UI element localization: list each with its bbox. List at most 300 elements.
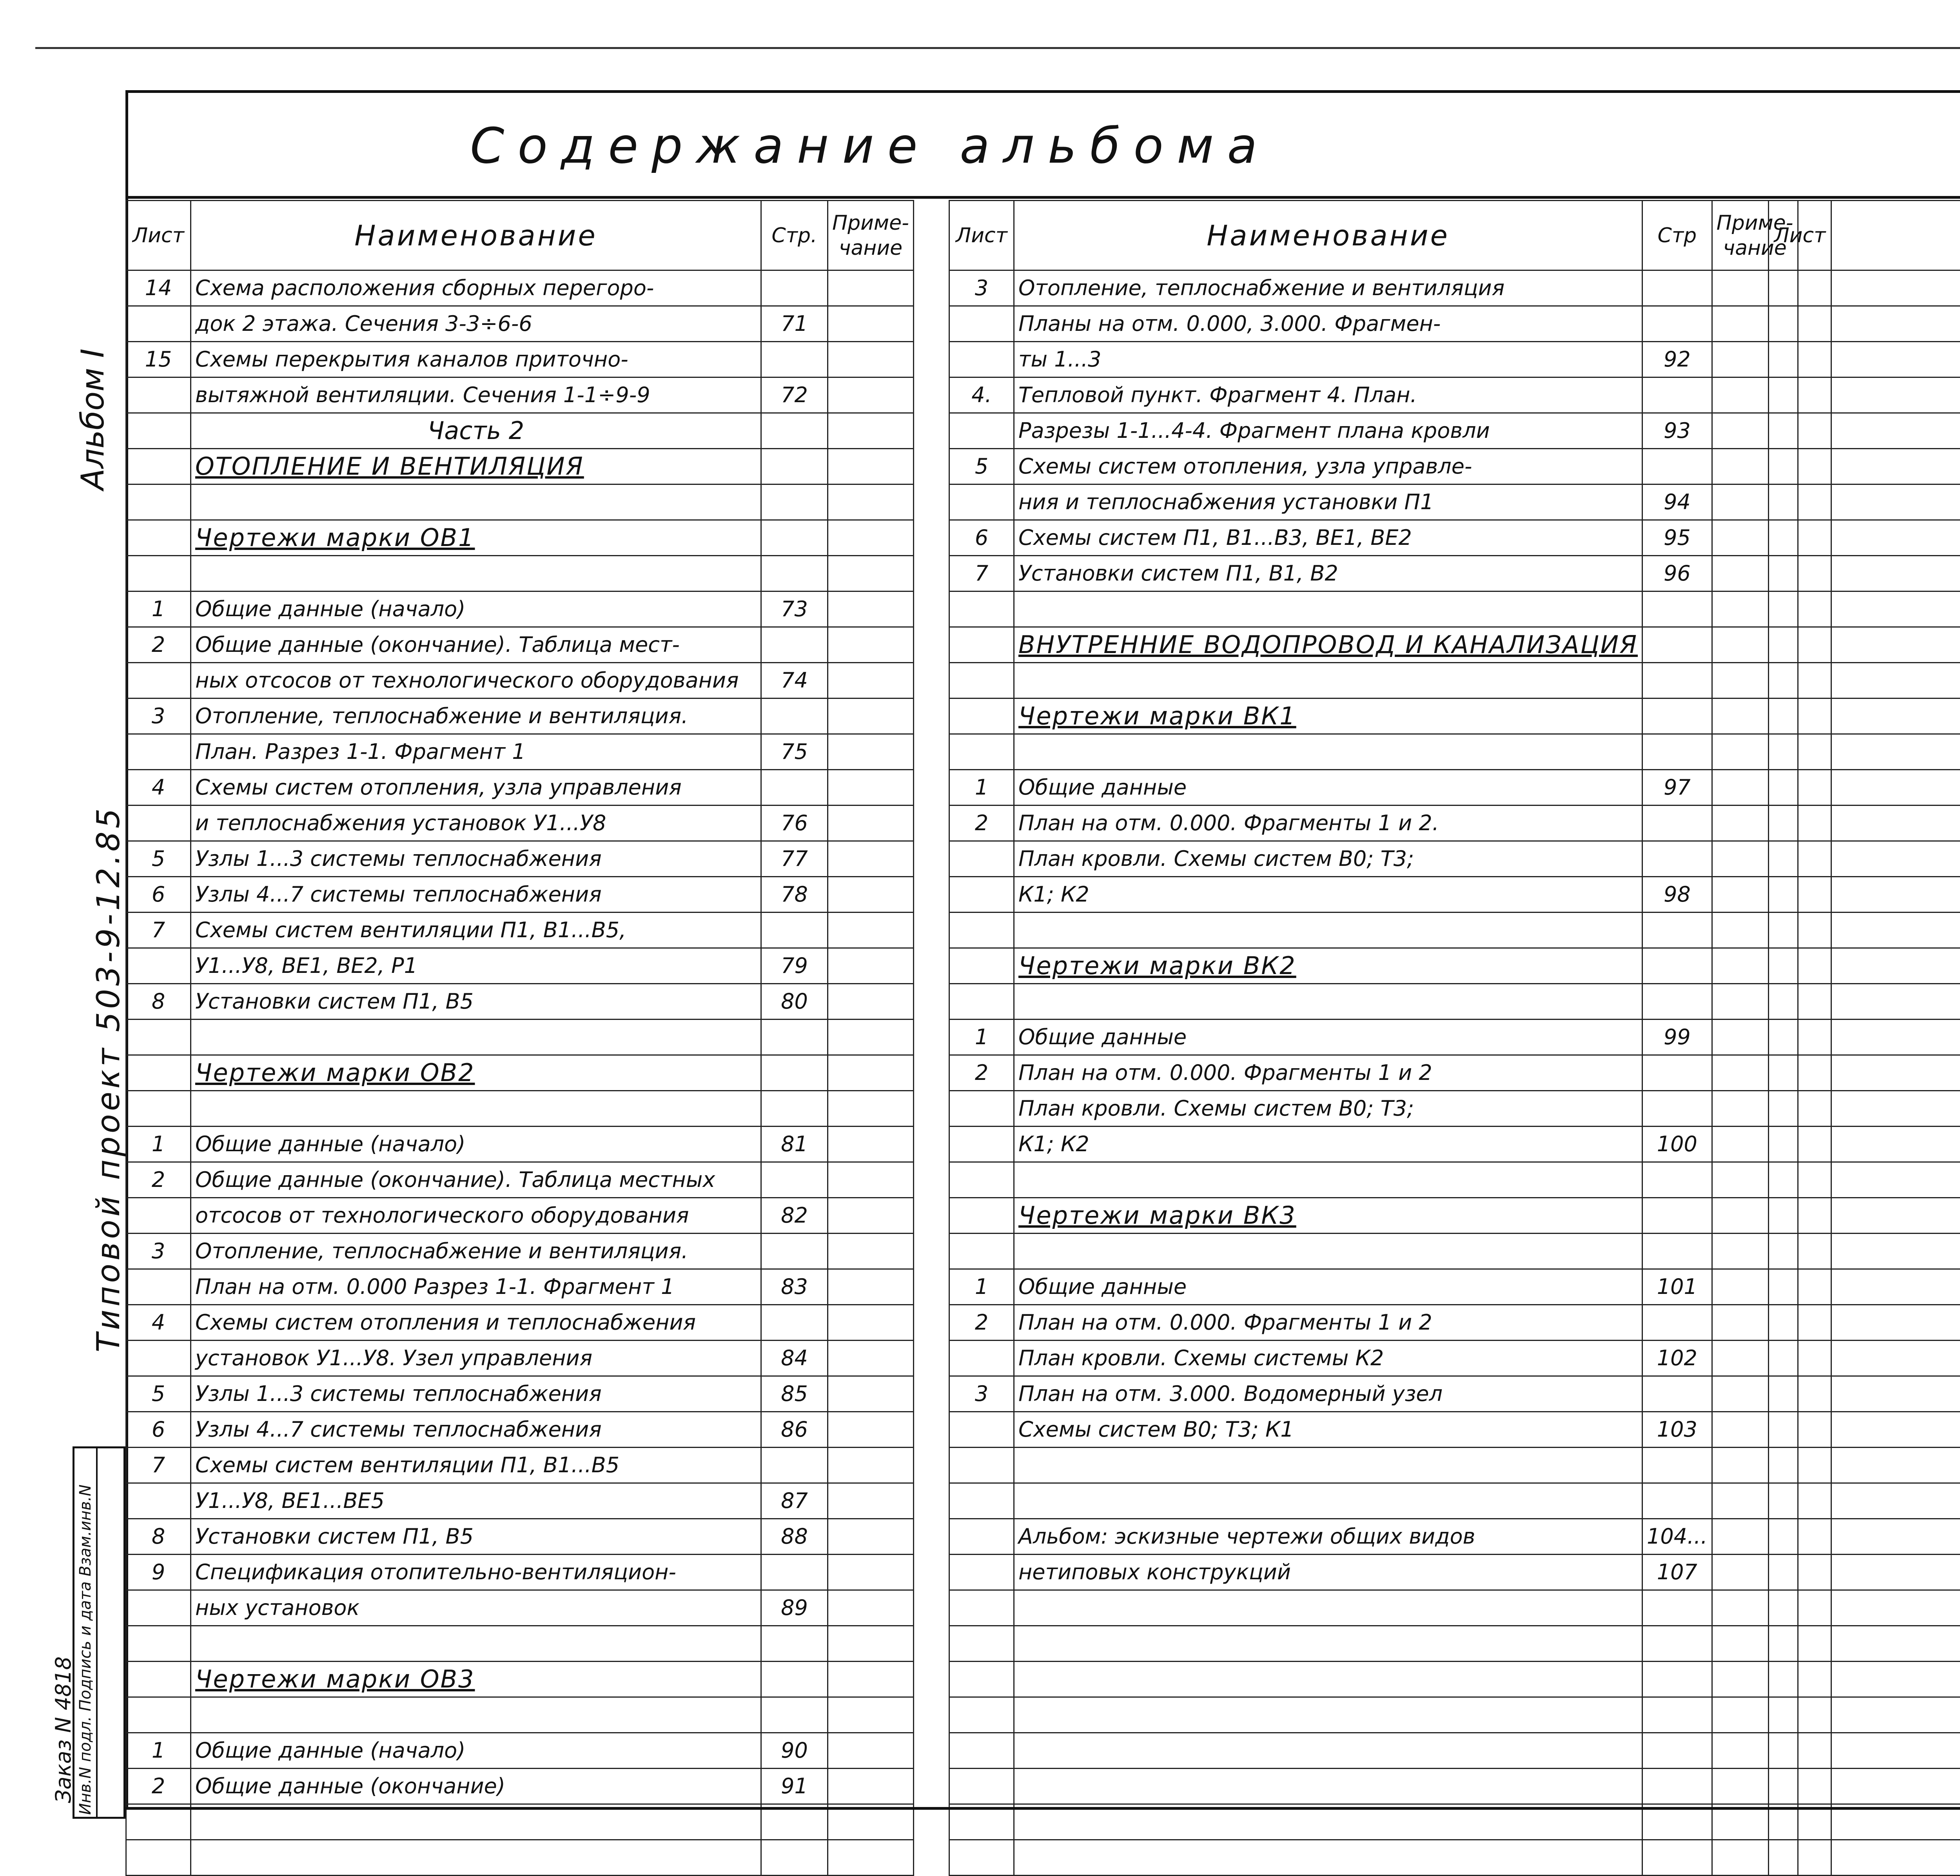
page-number-cell: [761, 1305, 828, 1341]
page-number-cell: 83: [761, 1269, 828, 1305]
empty-cell: [1769, 1555, 1831, 1590]
note-cell: [828, 1305, 914, 1341]
empty-cell: [1831, 1020, 1960, 1055]
page-number-cell: [1642, 1055, 1712, 1091]
page-number-cell: 75: [761, 734, 828, 770]
table-row: [126, 1840, 914, 1876]
page-number-cell: [1642, 913, 1712, 948]
table-row: [126, 770, 914, 806]
item-name-cell: К1; К2: [1014, 1127, 1642, 1162]
sheet-number-cell: [126, 1626, 191, 1662]
page-number-cell: [1642, 841, 1712, 877]
table-row: [126, 484, 914, 520]
page-number-cell: [761, 627, 828, 663]
header-sheet: Лист: [126, 201, 191, 270]
table-row: [949, 1162, 1798, 1198]
item-name-cell: Общие данные (начало): [191, 1733, 761, 1769]
table-row: [949, 1697, 1798, 1733]
empty-cell: [1769, 1020, 1831, 1055]
table-row: [949, 1769, 1798, 1804]
note-cell: [828, 1198, 914, 1234]
table-row: [949, 627, 1798, 663]
page-number-cell: [761, 913, 828, 948]
page-number-cell: 95: [1642, 520, 1712, 556]
table-row: [1769, 520, 1960, 556]
page-number-cell: 92: [1642, 342, 1712, 377]
sheet-number-cell: [126, 449, 191, 484]
empty-cell: [1769, 913, 1831, 948]
page-number-cell: 87: [761, 1483, 828, 1519]
page-number-cell: 86: [761, 1412, 828, 1448]
empty-cell: [1831, 806, 1960, 841]
sheet-number-cell: [949, 1091, 1014, 1127]
sheet-number-cell: 2: [126, 1769, 191, 1804]
table-row: [949, 449, 1798, 484]
empty-cell: [1831, 1127, 1960, 1162]
sheet-number-cell: [949, 734, 1014, 770]
empty-cell: [1831, 627, 1960, 663]
sheet-number-cell: 3: [126, 699, 191, 734]
note-cell: [828, 913, 914, 948]
sheet-number-cell: 1: [949, 1020, 1014, 1055]
sheet-number-cell: [126, 806, 191, 841]
sheet-number-cell: 2: [126, 627, 191, 663]
empty-cell: [1831, 1198, 1960, 1234]
page-number-cell: [761, 770, 828, 806]
contents-table-left: [125, 200, 914, 1876]
page-number-cell: [1642, 1091, 1712, 1127]
page-number-cell: 73: [761, 591, 828, 627]
table-row: [1769, 1448, 1960, 1483]
table-row: [126, 1448, 914, 1483]
sheet-number-cell: [126, 520, 191, 556]
empty-cell: [1831, 556, 1960, 591]
note-cell: [828, 1376, 914, 1412]
item-name-cell: Схемы систем вентиляции П1, В1...В5: [191, 1448, 761, 1483]
page-number-cell: [761, 1055, 828, 1091]
sheet-number-cell: 2: [949, 1305, 1014, 1341]
page-number-cell: 71: [761, 306, 828, 342]
sheet-number-cell: [949, 484, 1014, 520]
note-cell: [828, 877, 914, 913]
table-row: [1769, 484, 1960, 520]
note-cell: [828, 1091, 914, 1127]
stamp-inventory-label: Инв.N подл. Подпись и дата Взам.инв.N: [76, 1484, 94, 1815]
sheet-number-cell: 1: [126, 1733, 191, 1769]
item-name-cell: [1014, 1769, 1642, 1804]
table-row: [1769, 270, 1960, 306]
sheet-number-cell: 14: [126, 270, 191, 306]
empty-cell: [1831, 1590, 1960, 1626]
note-cell: [828, 1055, 914, 1091]
table-row: [1769, 1020, 1960, 1055]
header-name: Наименование: [191, 201, 761, 270]
item-name-cell: Схемы систем В0; Т3; К1: [1014, 1412, 1642, 1448]
table-row: [126, 1376, 914, 1412]
item-name-cell: План кровли. Схемы системы К2: [1014, 1341, 1642, 1376]
item-name-cell: Узлы 4...7 системы теплоснабжения: [191, 877, 761, 913]
empty-cell: [1831, 484, 1960, 520]
sheet-number-cell: [949, 1662, 1014, 1697]
item-name-cell: План кровли. Схемы систем В0; Т3;: [1014, 1091, 1642, 1127]
contents-table-middle: [949, 200, 1798, 1876]
page-number-cell: 104...: [1642, 1519, 1712, 1555]
sheet-number-cell: [949, 1234, 1014, 1269]
sheet-number-cell: 15: [126, 342, 191, 377]
sheet-number-cell: [949, 841, 1014, 877]
item-name-cell: [191, 1020, 761, 1055]
empty-cell: [1769, 377, 1831, 413]
item-name-cell: нетиповых конструкций: [1014, 1555, 1642, 1590]
empty-cell: [1769, 841, 1831, 877]
item-name-cell: [1014, 1662, 1642, 1697]
sheet-number-cell: 8: [126, 984, 191, 1020]
table-row: [126, 806, 914, 841]
section-heading: Чертежи марки ОВ2: [191, 1055, 761, 1091]
empty-cell: [1769, 270, 1831, 306]
item-name-cell: [1014, 913, 1642, 948]
item-name-cell: Установки систем П1, В5: [191, 1519, 761, 1555]
note-cell: [828, 270, 914, 306]
table-row: [949, 1412, 1798, 1448]
table-row: [949, 413, 1798, 449]
header-page: Стр.: [761, 201, 828, 270]
page-number-cell: [1642, 984, 1712, 1020]
table-row: [126, 1733, 914, 1769]
table-row: [126, 1697, 914, 1733]
empty-cell: [1831, 663, 1960, 699]
item-name-cell: У1...У8, ВЕ1...ВЕ5: [191, 1483, 761, 1519]
table-row: [1769, 806, 1960, 841]
table-row: [949, 1626, 1798, 1662]
sheet-number-cell: 7: [126, 1448, 191, 1483]
table-row: [1769, 377, 1960, 413]
table-row: [1769, 1412, 1960, 1448]
sheet-number-cell: [126, 306, 191, 342]
table-row: [126, 734, 914, 770]
page-number-cell: 103: [1642, 1412, 1712, 1448]
sheet-number-cell: [949, 1555, 1014, 1590]
note-cell: [828, 1555, 914, 1590]
page-number-cell: [1642, 806, 1712, 841]
item-name-cell: ты 1...3: [1014, 342, 1642, 377]
table-row: [949, 1448, 1798, 1483]
page-number-cell: 107: [1642, 1555, 1712, 1590]
sheet-number-cell: [949, 877, 1014, 913]
note-cell: [828, 342, 914, 377]
page-number-cell: [761, 413, 828, 449]
empty-cell: [1831, 377, 1960, 413]
empty-cell: [1769, 984, 1831, 1020]
item-name-cell: Общие данные (начало): [191, 1127, 761, 1162]
table-row: [126, 1483, 914, 1519]
empty-cell: [1831, 1055, 1960, 1091]
empty-cell: [1831, 1626, 1960, 1662]
note-cell: [828, 1697, 914, 1733]
table-row: [126, 841, 914, 877]
item-name-cell: вытяжной вентиляции. Сечения 1-1÷9-9: [191, 377, 761, 413]
item-name-cell: План. Разрез 1-1. Фрагмент 1: [191, 734, 761, 770]
table-row: [126, 377, 914, 413]
section-heading: Чертежи марки ОВ3: [191, 1662, 761, 1697]
empty-cell: [1769, 1590, 1831, 1626]
table-row: [126, 306, 914, 342]
item-name-cell: Разрезы 1-1...4-4. Фрагмент плана кровли: [1014, 413, 1642, 449]
page-number-cell: 102: [1642, 1341, 1712, 1376]
header-note: Приме-чание: [828, 201, 914, 270]
page-number-cell: [761, 556, 828, 591]
page-number-cell: [1642, 663, 1712, 699]
table-row: [1769, 663, 1960, 699]
empty-cell: [1769, 1733, 1831, 1769]
table-row: [1769, 1127, 1960, 1162]
item-name-cell: Схемы систем вентиляции П1, В1...В5,: [191, 913, 761, 948]
sheet-number-cell: [949, 1733, 1014, 1769]
sheet-number-cell: 3: [949, 270, 1014, 306]
table-row: [126, 413, 914, 449]
table-row: [949, 1198, 1798, 1234]
table-row: [1769, 734, 1960, 770]
table-row: [949, 556, 1798, 591]
sheet-number-cell: [126, 1590, 191, 1626]
table-row: [126, 1662, 914, 1697]
empty-cell: [1769, 948, 1831, 984]
header-sheet: Лист: [1769, 201, 1831, 270]
empty-cell: [1769, 1269, 1831, 1305]
page-number-cell: 82: [761, 1198, 828, 1234]
sheet-number-cell: [126, 1269, 191, 1305]
sheet-number-cell: [949, 306, 1014, 342]
page-number-cell: [1642, 1448, 1712, 1483]
sheet-number-cell: 8: [126, 1519, 191, 1555]
sheet-number-cell: [126, 1483, 191, 1519]
sheet-number-cell: 4: [126, 1305, 191, 1341]
item-name-cell: Установки систем П1, В5: [191, 984, 761, 1020]
sheet-number-cell: [949, 1162, 1014, 1198]
sheet-number-cell: 3: [126, 1234, 191, 1269]
top-border-dash: [35, 47, 1960, 49]
note-cell: [828, 699, 914, 734]
sheet-number-cell: [949, 1341, 1014, 1376]
empty-cell: [1831, 984, 1960, 1020]
stamp-divider: [96, 1446, 98, 1819]
sheet-number-cell: [126, 1055, 191, 1091]
item-name-cell: План на отм. 0.000. Фрагменты 1 и 2: [1014, 1055, 1642, 1091]
item-name-cell: [1014, 663, 1642, 699]
page-number-cell: [1642, 1626, 1712, 1662]
empty-cell: [1831, 841, 1960, 877]
table-row: [126, 1341, 914, 1376]
page-number-cell: [1642, 449, 1712, 484]
table-row: [1769, 413, 1960, 449]
note-cell: [828, 627, 914, 663]
sheet-number-cell: 1: [126, 591, 191, 627]
sheet-number-cell: [949, 1483, 1014, 1519]
page-number-cell: 78: [761, 877, 828, 913]
table-row: [126, 1769, 914, 1804]
page-number-cell: [1642, 1234, 1712, 1269]
empty-cell: [1769, 1483, 1831, 1519]
item-name-cell: Тепловой пункт. Фрагмент 4. План.: [1014, 377, 1642, 413]
page-number-cell: 80: [761, 984, 828, 1020]
empty-cell: [1769, 1198, 1831, 1234]
table-row: [126, 1519, 914, 1555]
sheet-number-cell: 7: [126, 913, 191, 948]
sheet-number-cell: 5: [126, 1376, 191, 1412]
item-name-cell: [191, 556, 761, 591]
table-row: [1769, 1626, 1960, 1662]
table-row: [1769, 1198, 1960, 1234]
empty-cell: [1831, 1305, 1960, 1341]
empty-cell: [1831, 1376, 1960, 1412]
sheet-number-cell: 3: [949, 1376, 1014, 1412]
page-number-cell: [761, 520, 828, 556]
item-name-cell: [191, 484, 761, 520]
table-row: [949, 1519, 1798, 1555]
empty-cell: [1831, 1412, 1960, 1448]
table-row: [1769, 699, 1960, 734]
item-name-cell: Общие данные: [1014, 770, 1642, 806]
empty-cell: [1769, 1697, 1831, 1733]
side-album-label: Альбом I: [74, 348, 111, 490]
table-row: [949, 1127, 1798, 1162]
note-cell: [828, 1448, 914, 1483]
empty-cell: [1831, 699, 1960, 734]
sheet-number-cell: [949, 1127, 1014, 1162]
empty-cell: [1769, 699, 1831, 734]
empty-cell: [1769, 1626, 1831, 1662]
sheet-number-cell: 5: [949, 449, 1014, 484]
empty-cell: [1769, 1376, 1831, 1412]
note-cell: [828, 948, 914, 984]
item-name-cell: Схемы систем отопления, узла управле-: [1014, 449, 1642, 484]
table-row: [949, 1091, 1798, 1127]
sheet-number-cell: [949, 663, 1014, 699]
sheet-number-cell: [126, 377, 191, 413]
table-row: [949, 877, 1798, 913]
table-row: [949, 1483, 1798, 1519]
table-row: [949, 948, 1798, 984]
table-row: [949, 591, 1798, 627]
page-number-cell: [761, 1234, 828, 1269]
note-cell: [828, 1020, 914, 1055]
sheet-number-cell: [126, 1662, 191, 1697]
note-cell: [828, 1626, 914, 1662]
table-row: [949, 1055, 1798, 1091]
empty-cell: [1831, 520, 1960, 556]
item-name-cell: К1; К2: [1014, 877, 1642, 913]
table-row: [126, 1305, 914, 1341]
item-name-cell: Узлы 1...3 системы теплоснабжения: [191, 841, 761, 877]
page-number-cell: 101: [1642, 1269, 1712, 1305]
table-row: [1769, 1234, 1960, 1269]
table-row: [126, 1269, 914, 1305]
empty-cell: [1769, 1769, 1831, 1804]
page-number-cell: [1642, 591, 1712, 627]
item-name-cell: Узлы 4...7 системы теплоснабжения: [191, 1412, 761, 1448]
table-row: [949, 1662, 1798, 1697]
table-row: [1769, 1091, 1960, 1127]
table-row: [949, 377, 1798, 413]
empty-cell: [1831, 1733, 1960, 1769]
page-number-cell: [761, 1091, 828, 1127]
table-row: [1769, 1840, 1960, 1876]
table-row: [949, 484, 1798, 520]
table-row: [126, 449, 914, 484]
header-name: [1831, 201, 1960, 270]
table-row: [126, 1198, 914, 1234]
empty-cell: [1831, 270, 1960, 306]
page-number-cell: [1642, 270, 1712, 306]
table-row: [949, 1020, 1798, 1055]
empty-cell: [1769, 1127, 1831, 1162]
empty-cell: [1831, 1697, 1960, 1733]
note-cell: [828, 413, 914, 449]
sheet-number-cell: 7: [949, 556, 1014, 591]
item-name-cell: [1014, 591, 1642, 627]
table-row: [949, 841, 1798, 877]
item-name-cell: [1014, 1697, 1642, 1733]
note-cell: [828, 1412, 914, 1448]
page-number-cell: 77: [761, 841, 828, 877]
table-row: [1769, 1697, 1960, 1733]
sheet-number-cell: [949, 627, 1014, 663]
sheet-number-cell: 5: [126, 841, 191, 877]
header-note: Приме-чание: [1712, 201, 1798, 270]
item-name-cell: ных установок: [191, 1590, 761, 1626]
sheet-number-cell: [949, 1840, 1014, 1876]
table-row: [949, 1234, 1798, 1269]
table-row: [949, 663, 1798, 699]
item-name-cell: [1014, 1590, 1642, 1626]
item-name-cell: Схемы систем П1, В1...В3, ВЕ1, ВЕ2: [1014, 520, 1642, 556]
sheet-number-cell: 9: [126, 1555, 191, 1590]
page-number-cell: 81: [761, 1127, 828, 1162]
page-number-cell: [761, 1555, 828, 1590]
item-name-cell: Общие данные (начало): [191, 591, 761, 627]
page-number-cell: 72: [761, 377, 828, 413]
table-row: [126, 877, 914, 913]
sheet-number-cell: [126, 1840, 191, 1876]
item-name-cell: Установки систем П1, В1, В2: [1014, 556, 1642, 591]
item-name-cell: Общие данные: [1014, 1269, 1642, 1305]
empty-cell: [1769, 449, 1831, 484]
title-divider: [125, 196, 1960, 199]
note-cell: [828, 377, 914, 413]
item-name-cell: План на отм. 0.000 Разрез 1-1. Фрагмент 1: [191, 1269, 761, 1305]
item-name-cell: [191, 1840, 761, 1876]
note-cell: [828, 1590, 914, 1626]
table-row: [1769, 1341, 1960, 1376]
section-heading: ВНУТРЕННИЕ ВОДОПРОВОД И КАНАЛИЗАЦИЯ: [1014, 627, 1642, 663]
table-row: [1769, 1769, 1960, 1804]
table-row: [949, 1269, 1798, 1305]
item-name-cell: отсосов от технологического оборудования: [191, 1198, 761, 1234]
sheet-number-cell: [949, 413, 1014, 449]
note-cell: [828, 1733, 914, 1769]
page-number-cell: [761, 1697, 828, 1733]
sheet-number-cell: 6: [949, 520, 1014, 556]
sheet-number-cell: 4.: [949, 377, 1014, 413]
table-row: [949, 770, 1798, 806]
bottom-border: [125, 1807, 1960, 1810]
table-row: [126, 984, 914, 1020]
page-number-cell: [1642, 734, 1712, 770]
table-row: [1769, 306, 1960, 342]
page-number-cell: 85: [761, 1376, 828, 1412]
section-heading: Чертежи марки ВК1: [1014, 699, 1642, 734]
item-name-cell: [1014, 1448, 1642, 1483]
